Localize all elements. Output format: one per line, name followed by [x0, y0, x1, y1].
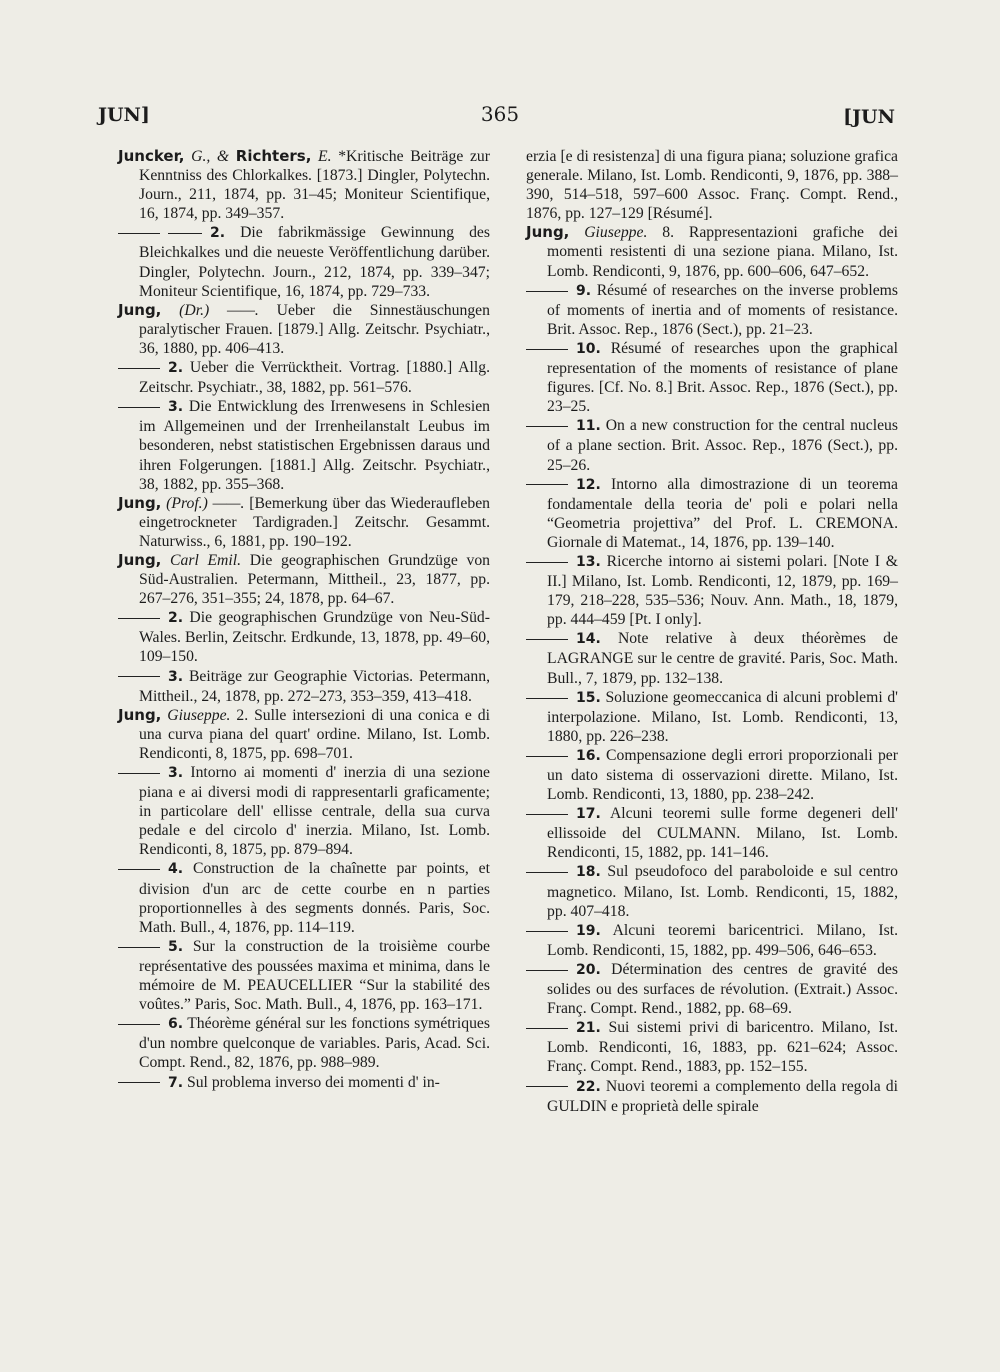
ditto-dash [526, 484, 568, 485]
entry-text: Compensazione degli errori proporzionali per un dato sistema di osservazioni dirette. Milano, Ist. Lomb. Rendiconti, 13, 1880, pp. 238–242. [547, 746, 898, 804]
bibliography-entry [526, 862, 898, 920]
entry-number: 22. [576, 1078, 601, 1095]
bibliography-entry [526, 1077, 898, 1116]
ditto-dash [118, 1024, 160, 1025]
entry-text: Ueber die Sinnestäuschungen paralytischer Frauen. [1879.] Allg. Zeitschr. Psychiatr., 36, 1880, pp. 406–413. [139, 301, 490, 357]
entry-number: 13. [576, 553, 601, 570]
ditto-dash [118, 869, 160, 870]
entry-number: 14. [576, 631, 601, 648]
entry-text: Résumé of researches upon the graphical representation of the moments of resistance of plane figures. [Cf. No. 8.] Brit. Assoc. Rep., 1876 (Sect.), pp. 23–25. [547, 339, 898, 416]
ditto-dash [118, 676, 160, 677]
entry-text: Die geographischen Grundzüge von Süd-Australien. Petermann, Mittheil., 23, 1877, pp. 267–276, 351–355; 24, 1878, pp. 64–67. [139, 551, 491, 608]
author-name: Juncker, [118, 147, 185, 165]
bibliography-entry [118, 1014, 490, 1072]
ditto-dash [526, 814, 568, 815]
bibliography-entry [526, 746, 898, 804]
entry-text: Soluzione geomeccanica di alcuni problemi d' interpolazione. Milano, Ist. Lomb. Rendiconti, 13, 1880, pp. 226–238. [547, 688, 898, 745]
ditto-dash [118, 1082, 160, 1083]
entry-text: Construction de la chaînette par points, et division d'un arc de cette courbe en n parties proportionnelles à des segments donnés. Paris, Soc. Math. Bull., 4, 1876, pp. 114–119. [139, 860, 490, 936]
right-column [526, 147, 898, 1116]
entry-text: Sul problema inverso dei momenti d' in- [183, 1073, 440, 1091]
ditto-dash [168, 233, 202, 234]
bibliography-entry [118, 1073, 490, 1093]
bibliography-entry [526, 416, 898, 474]
author-forename: (Prof.) ——. [161, 494, 245, 512]
bibliography-entry [526, 475, 898, 552]
entry-number: 20. [576, 961, 601, 978]
entry-number: 2. [168, 610, 184, 627]
bibliography-entry [118, 859, 490, 936]
bibliography-entry [526, 629, 898, 687]
ditto-dash [526, 970, 568, 971]
entry-number: 7. [168, 1074, 184, 1091]
bibliography-entry [118, 667, 490, 706]
bibliography-entry [118, 301, 490, 358]
bibliography-entry [118, 358, 490, 397]
entry-text: [Bemerkung über das Wiederaufleben eingetrockneter Tardigraden.] Zeitschr. Gesammt. Naturwiss., 6, 1881, pp. 190–192. [139, 494, 491, 550]
ditto-dash [526, 872, 568, 873]
entry-text: Alcuni teoremi baricentrici. Milano, Ist. Lomb. Rendiconti, 15, 1882, pp. 499–506, 646–653. [547, 921, 898, 959]
entry-text: Note relative à deux théorèmes de LAGRANGE sur le centre de gravité. Paris, Soc. Math. Bull., 7, 1879, pp. 132–138. [547, 630, 898, 687]
bibliography-entry [118, 397, 490, 493]
ditto-dash [526, 349, 568, 350]
ditto-dash [526, 756, 568, 757]
entry-number: 16. [576, 747, 601, 764]
entry-number: 12. [576, 476, 601, 493]
author-name: Jung, [118, 550, 162, 569]
ditto-dash [526, 698, 568, 699]
bibliography-entry [118, 223, 490, 300]
entry-number: 6. [168, 1016, 184, 1033]
bibliography-entry [118, 763, 490, 859]
ditto-dash [526, 931, 568, 932]
bibliography-entry [526, 1018, 898, 1076]
entry-number: 11. [576, 418, 601, 435]
entry-number: 18. [576, 864, 601, 881]
ditto-dash [118, 233, 160, 234]
bibliography-entry [526, 960, 898, 1018]
bibliography-entry [118, 608, 490, 666]
bibliography-entry [526, 552, 898, 629]
entry-text: Intorno alla dimostrazione di un teorema fondamentale della teoria de' poli e polari nella “Geometria projettiva” del Prof. L. CREMONA. Giornale di Matemat., 14, 1876, pp. 139–140. [547, 475, 898, 551]
ditto-dash [118, 773, 160, 774]
ditto-dash [118, 947, 160, 948]
bibliography-entry [118, 706, 490, 763]
entry-text: 2. Sulle intersezioni di una conica e di una curva piana del quart' ordine. Milano, Ist. Lomb. Rendiconti, 8, 1875, pp. 698–701. [139, 706, 490, 762]
author-name: Richters, [235, 147, 312, 165]
entry-text: Sur la construction de la troisième courbe représentative des poussées maxima et minima, dans le mémoire de M. PEAUCELLIER “Sur la stabilité des voûtes.” Paris, Soc. Math. Bull., 4, 1876, pp. 163–171. [139, 937, 490, 1014]
author-forename: (Dr.) ——. [161, 301, 259, 319]
author-forename: Giuseppe. [569, 224, 648, 242]
left-column [118, 147, 490, 1093]
entry-number: 17. [576, 806, 601, 823]
bibliography-entry [118, 937, 490, 1014]
entry-number: 5. [168, 938, 184, 955]
bibliography-entry [526, 688, 898, 746]
bibliography-entry [526, 921, 898, 960]
entry-number: 2. [168, 360, 184, 377]
ditto-dash [526, 291, 568, 292]
ditto-dash [526, 562, 568, 563]
entry-text: erzia [e di resistenza] di una figura piana; soluzione grafica generale. Milano, Ist. Lomb. Rendiconti, 9, 1876, pp. 388–390, 514–518, 597–600 Assoc. Franç. Compt. Rend., 1876, pp. 127–129 [Résumé]. [526, 148, 898, 223]
author-name: Jung, [118, 493, 162, 512]
entry-text: Sui sistemi privi di baricentro. Milano, Ist. Lomb. Rendiconti, 16, 1883, pp. 621–624; Assoc. Franç. Compt. Rend., 1883, pp. 152–155. [547, 1019, 898, 1076]
bibliography-entry [118, 147, 490, 223]
entry-text: Ricerche intorno ai sistemi polari. [Note I & II.] Milano, Ist. Lomb. Rendiconti, 12, 1879, pp. 169–179, 218–228, 535–536; Nouv. Ann. Math., 18, 1879, pp. 444–459 [Pt. I only]. [547, 552, 898, 629]
entry-number: 3. [168, 765, 184, 781]
entry-text: Die Entwicklung des Irrenwesens in Schlesien im Allgemeinen und der Irrenheilanstalt Leubus im besonderen, nebst statistischen Ergebnissen daraus und ihren Folgerungen. [1881.] Allg. Zeitschr. Psychiatr., 38, 1882, pp. 355–368. [139, 398, 490, 493]
entry-text: Alcuni teoremi sulle forme degeneri dell' ellissoide del CULMANN. Milano, Ist. Lomb. Rendiconti, 15, 1882, pp. 141–146. [547, 805, 898, 862]
entry-text: Beiträge zur Geographie Victorias. Petermann, Mittheil., 24, 1878, pp. 272–273, 353–359, 413–418. [139, 667, 490, 705]
author-forename: G., & [184, 148, 236, 165]
bibliography-entry [118, 494, 490, 551]
author-name: Jung, [526, 223, 570, 242]
entry-text: Ueber die Verrücktheit. Vortrag. [1880.] Allg. Zeitschr. Psychiatr., 38, 1882, pp. 561–576. [139, 359, 490, 397]
entry-text: Détermination des centres de gravité des solides ou des surfaces de révolution. (Extrait.) Assoc. Franç. Compt. Rend., 1882, pp. 68–69. [547, 960, 898, 1018]
author-forename: E. [311, 148, 332, 165]
entry-number: 10. [576, 340, 601, 357]
running-header [0, 100, 1000, 136]
entry-text: *Kritische Beiträge zur Kenntniss des Chlorkalkes. [1873.] Dingler, Polytechn. Journ., 211, 1874, pp. 31–45; Moniteur Scientifique, 16, 1874, pp. 349–357. [139, 148, 490, 223]
bibliography-entry [526, 223, 898, 280]
entry-text: Die fabrikmässige Gewinnung des Bleichkalkes und die neueste Veröffentlichung darüber. Dingler, Polytechn. Journ., 212, 1874, pp. 339–347; Moniteur Scientifique, 16, 1874, pp. 729–733. [139, 224, 490, 300]
author-forename: Giuseppe. [161, 706, 231, 724]
entry-number: 3. [168, 668, 184, 685]
header-left: JUN] [98, 104, 150, 126]
entry-text: Résumé of researches on the inverse problems of moments of inertia and of moments of resistance. Brit. Assoc. Rep., 1876 (Sect.), pp. 21–23. [547, 281, 898, 338]
entry-text: On a new construction for the central nucleus of a plane section. Brit. Assoc. Rep., 1876 (Sect.), pp. 25–26. [547, 417, 898, 474]
bibliography-entry [526, 804, 898, 862]
ditto-dash [526, 1086, 568, 1087]
entry-text: Die geographischen Grundzüge von Neu-Süd-Wales. Berlin, Zeitschr. Erdkunde, 13, 1878, pp. 49–60, 109–150. [139, 609, 490, 666]
author-name: Jung, [118, 300, 162, 319]
ditto-dash [118, 407, 160, 408]
entry-text: 8. Rappresentazioni grafiche dei momenti resistenti di una sezione piana. Milano, Ist. Lomb. Rendiconti, 9, 1876, pp. 600–606, 647–652. [547, 224, 899, 280]
entry-text: Théorème général sur les fonctions symétriques d'un nombre quelconque de variables. Paris, Acad. Sci. Compt. Rend., 82, 1876, pp. 988–989. [139, 1015, 490, 1072]
ditto-dash [526, 426, 568, 427]
author-name: Jung, [118, 705, 162, 724]
bibliography-entry [526, 339, 898, 416]
ditto-dash [118, 368, 160, 369]
entry-number: 19. [576, 922, 601, 939]
entry-text: Intorno ai momenti d' inerzia di una sezione piana e ai diversi modi di rappresentarli graficamente; in particolare dell' ellisse centrale, della sua curva pedale e del circolo d' inerzia. Milano, Ist. Lomb. Rendiconti, 8, 1875, pp. 879–894. [139, 764, 490, 859]
entry-number: 4. [168, 861, 184, 878]
ditto-dash [118, 618, 160, 619]
bibliography-entry [118, 551, 490, 608]
bibliography-entry [526, 281, 898, 339]
entry-number: 21. [576, 1020, 601, 1037]
entry-text: Nuovi teoremi a complemento della regola di GULDIN e proprietà delle spirale [547, 1077, 898, 1115]
entry-number: 15. [576, 689, 601, 706]
entry-number: 9. [576, 282, 592, 299]
author-forename: Carl Emil. [161, 551, 242, 569]
page-number: 365 [480, 102, 520, 126]
entry-number: 3. [168, 399, 184, 416]
entry-text: Sul pseudofoco del paraboloide e sul centro magnetico. Milano, Ist. Lomb. Rendiconti, 15, 1882, pp. 407–418. [547, 863, 898, 920]
ditto-dash [526, 639, 568, 640]
bibliography-entry [526, 147, 898, 223]
entry-number: 2. [210, 225, 226, 242]
ditto-dash [526, 1028, 568, 1029]
header-right: [JUN [843, 106, 895, 128]
